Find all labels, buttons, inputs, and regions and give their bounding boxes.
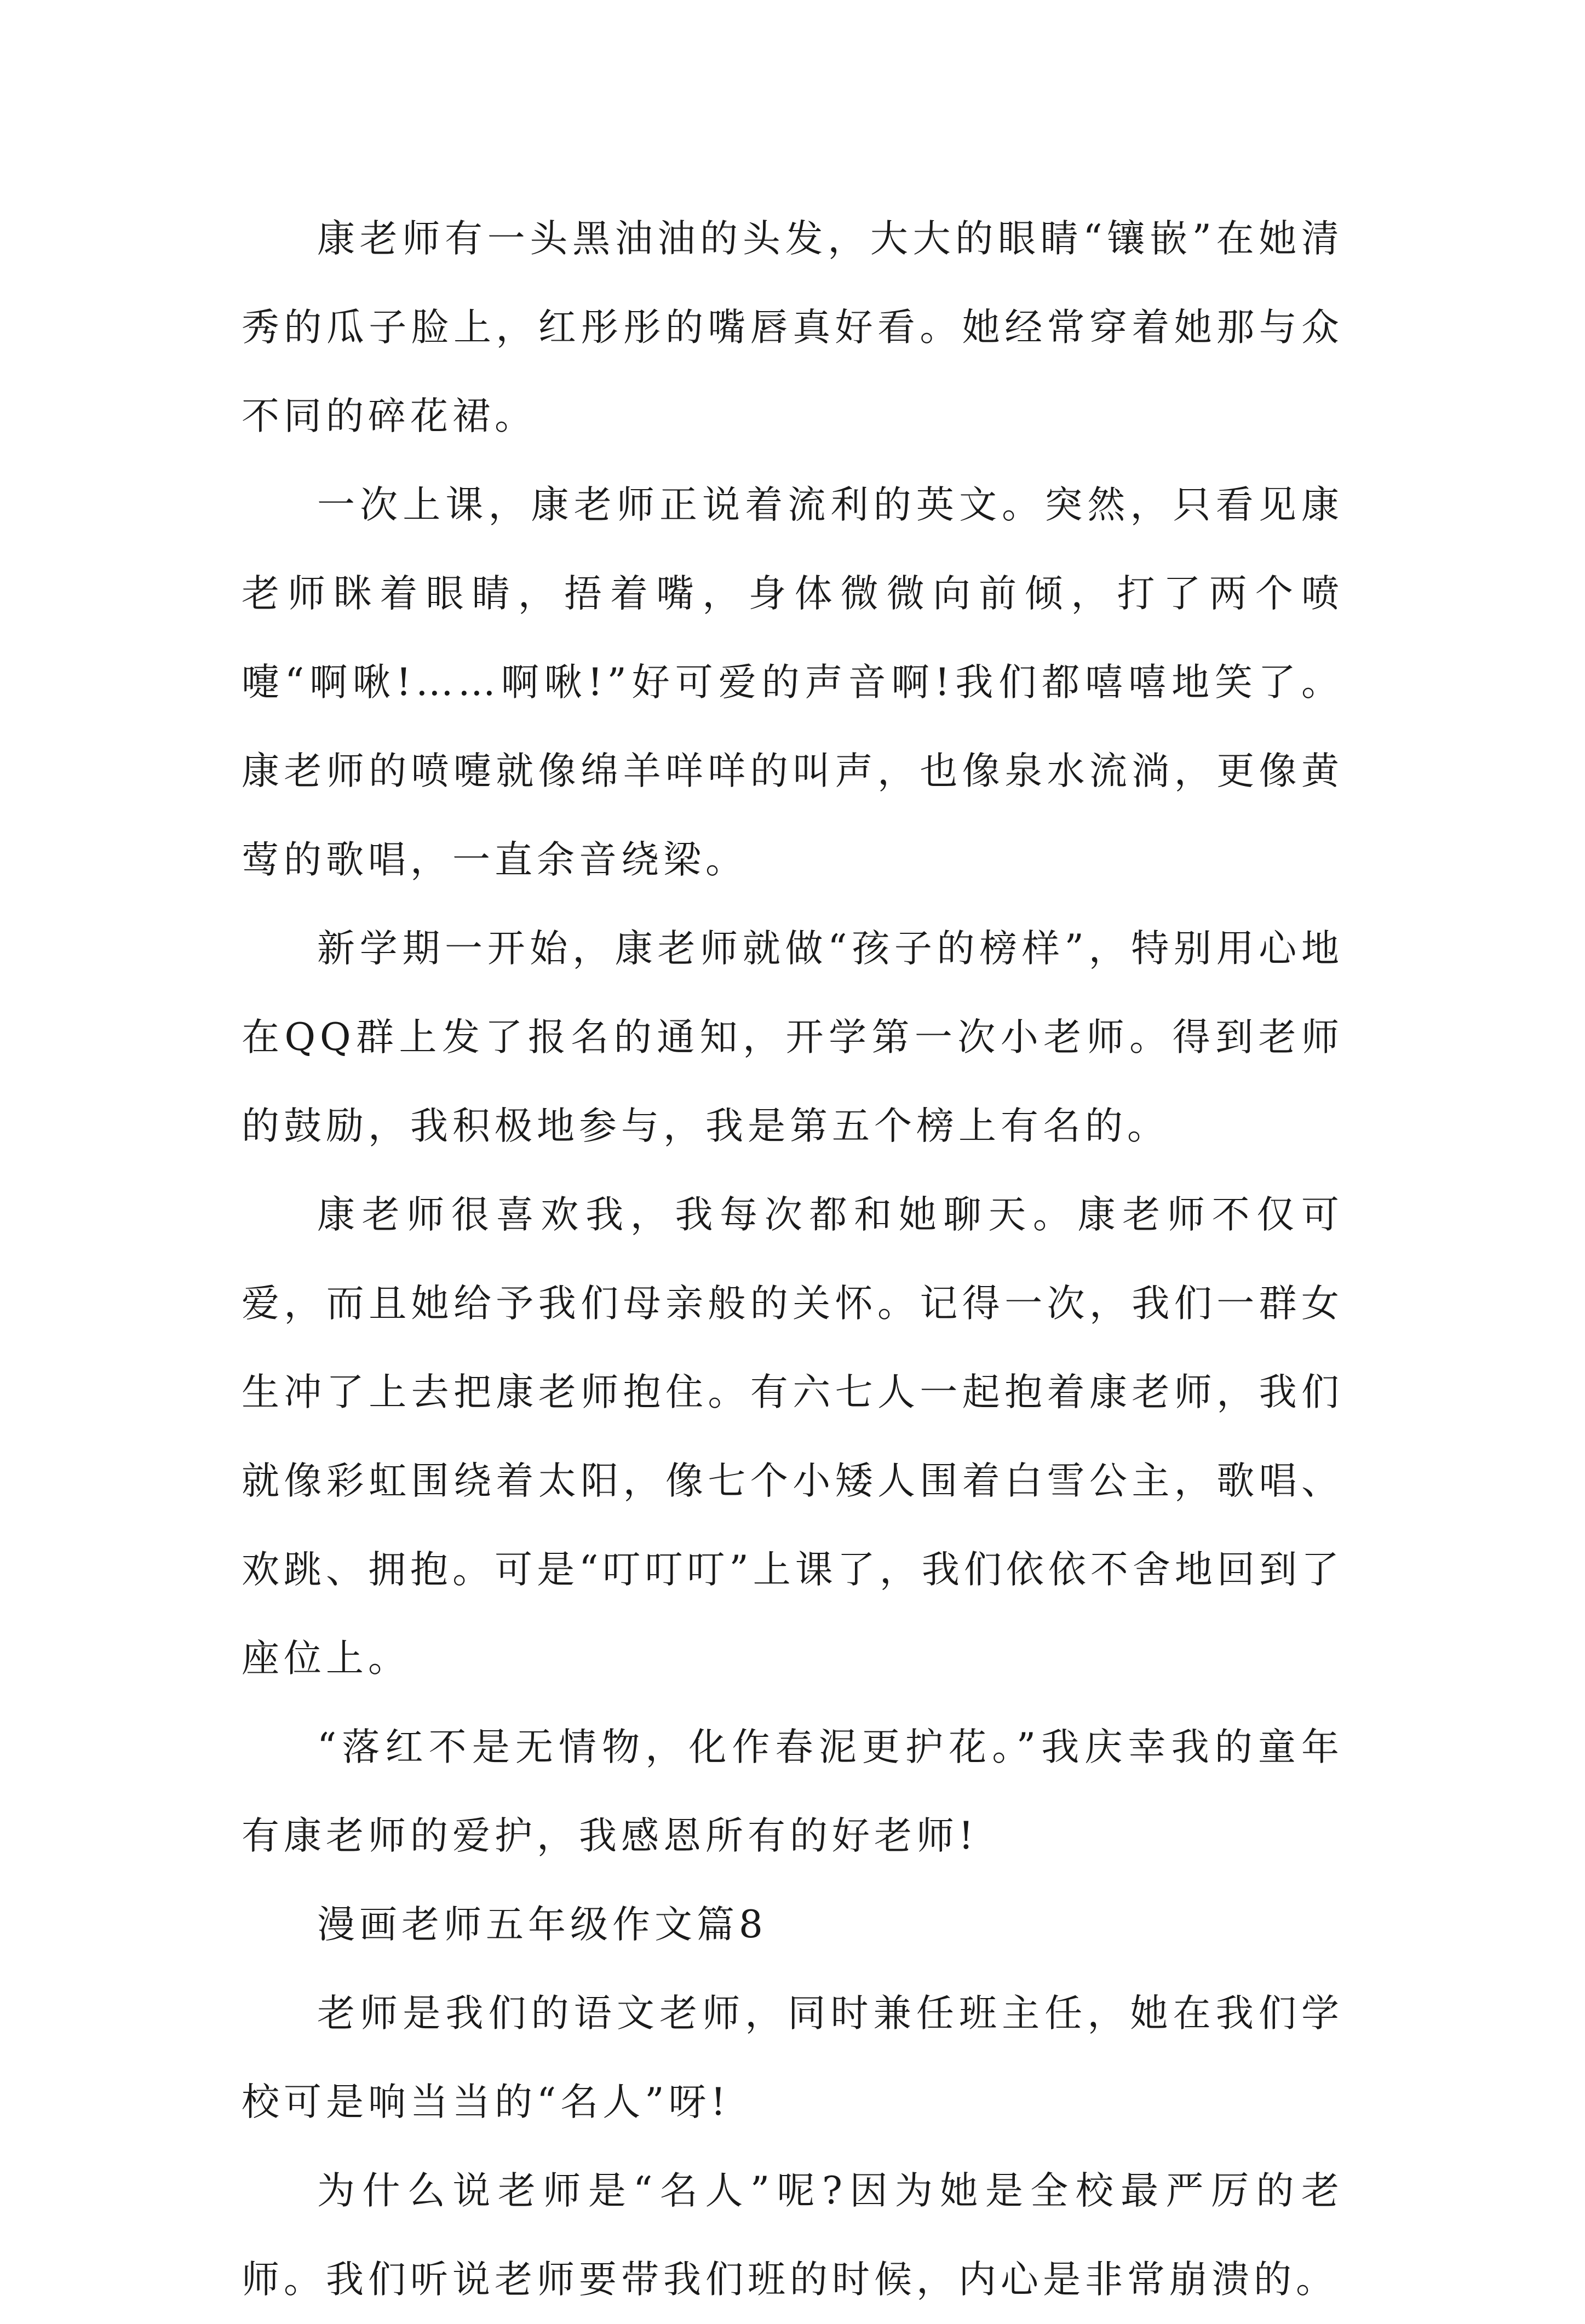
- document-body: [242, 194, 1343, 2324]
- paragraph-class-teacher: 老师是我们的语文老师，同时兼任班主任，她在我们学校可是响当当的“名人”呀!: [242, 1992, 1343, 2124]
- section-heading: 漫画老师五年级作文篇8: [317, 1903, 767, 1947]
- paragraph-new-term: 新学期一开始，康老师就做“孩子的榜样”，特别用心地在QQ群上发了报名的通知，开学第一次小老师。得到老师的鼓励，我积极地参与，我是第五个榜上有名的。: [242, 927, 1343, 1148]
- paragraph-strict-teacher: 为什么说老师是“名人”呢?因为她是全校最严厉的老师。我们听说老师要带我们班的时候，内心是非常崩溃的。: [242, 2169, 1343, 2302]
- paragraph-sneeze: 一次上课，康老师正说着流利的英文。突然，只看见康老师眯着眼睛，捂着嘴，身体微微向前倾，打了两个喷嚏“啊啾!……啊啾!”好可爱的声音啊!我们都嘻嘻地笑了。康老师的喷嚏就像绵羊咩咩的叫声，也像泉水流淌，更像黄莺的歌唱，一直余音绕梁。: [242, 483, 1343, 882]
- paragraph-gratitude: “落红不是无情物，化作春泥更护花。”我庆幸我的童年有康老师的爱护，我感恩所有的好老师!: [242, 1725, 1343, 1858]
- paragraph-teacher-appearance: 康老师有一头黑油油的头发，大大的眼睛“镶嵌”在她清秀的瓜子脸上，红彤彤的嘴唇真好看。她经常穿着她那与众不同的碎花裙。: [242, 217, 1343, 438]
- paragraph-care: 康老师很喜欢我，我每次都和她聊天。康老师不仅可爱，而且她给予我们母亲般的关怀。记得一次，我们一群女生冲了上去把康老师抱住。有六七人一起抱着康老师，我们就像彩虹围绕着太阳，像七个小矮人围着白雪公主，歌唱、欢跳、拥抱。可是“叮叮叮”上课了，我们依依不舍地回到了座位上。: [242, 1193, 1343, 1680]
